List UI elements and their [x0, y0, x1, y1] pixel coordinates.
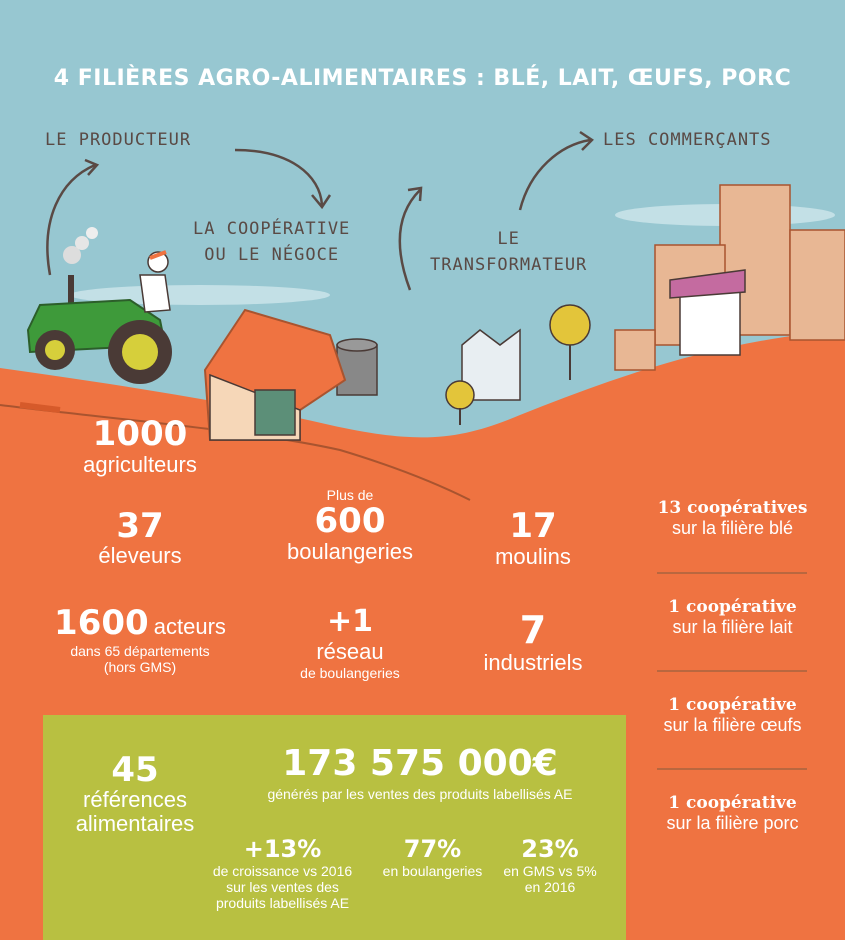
stat-acteurs-label: acteurs [153, 614, 226, 639]
divider [657, 572, 807, 574]
coop-lait-text: sur la filière lait [672, 617, 793, 637]
stat-gms-pct-label1: en GMS vs 5% [503, 863, 597, 879]
stat-growth-label3: produits labellisés AE [215, 895, 350, 911]
stat-references-number: 45 [111, 750, 159, 790]
label-cooperative-line1: LA COOPÉRATIVE [193, 219, 351, 239]
stat-moulins-number: 17 [509, 506, 557, 546]
stat-growth [195, 835, 370, 911]
label-transformateur-line2: TRANSFORMATEUR [430, 255, 588, 275]
stat-boulangeries-pct-number: 77% [403, 835, 462, 863]
coop-ble-count: 13 coopératives [657, 498, 808, 518]
stat-eleveurs-number: 37 [116, 506, 164, 546]
divider [657, 768, 807, 770]
stat-references-label2: alimentaires [75, 811, 195, 836]
stat-acteurs-sub1: dans 65 départements [70, 643, 210, 659]
stat-reseau-number: +1 [326, 604, 373, 639]
label-cooperative-line2: OU LE NÉGOCE [204, 245, 340, 265]
arrow-cooperative [235, 150, 322, 205]
stat-ca-label: générés par les ventes des produits labellisés AE [267, 786, 573, 802]
stat-reseau [260, 605, 440, 681]
stat-boulangeries-pre: Plus de [326, 487, 374, 503]
label-commercants: LES COMMERÇANTS [603, 130, 772, 150]
coop-ble-text: sur la filière blé [671, 518, 794, 538]
stat-eleveurs [40, 508, 240, 568]
stat-agriculteurs-number: 1000 [92, 414, 188, 454]
stat-industriels-label: industriels [483, 650, 583, 675]
stat-acteurs-number: 1600 [54, 603, 149, 643]
stat-boulangeries-number: 600 [314, 501, 386, 541]
stat-moulins-label: moulins [495, 544, 571, 569]
stat-ca-number: 173 575 000€ [282, 743, 558, 784]
page-title: 4 FILIÈRES AGRO-ALIMENTAIRES : BLÉ, LAIT, ŒUFS, PORC [53, 66, 792, 91]
stat-boulangeries-label: boulangeries [287, 539, 413, 564]
stat-growth-label1: de croissance vs 2016 [212, 863, 353, 879]
stat-industriels-number: 7 [519, 608, 547, 652]
coop-oeufs-count: 1 coopérative [668, 695, 797, 715]
stat-agriculteurs-label: agriculteurs [83, 452, 197, 477]
stat-acteurs [20, 603, 260, 675]
stat-boulangeries-pct-label: en boulangeries [382, 863, 483, 879]
stat-reseau-label: réseau [316, 639, 384, 664]
stat-eleveurs-label: éleveurs [98, 543, 182, 568]
stat-references [55, 752, 215, 836]
arrow-transformateur [400, 190, 420, 290]
coop-item-oeufs [645, 695, 820, 736]
coop-lait-count: 1 coopérative [668, 597, 797, 617]
coop-oeufs-text: sur la filière œufs [663, 715, 802, 735]
stat-ca [230, 742, 610, 802]
stat-boulangeries-pct [370, 835, 495, 879]
label-producteur: LE PRODUCTEUR [45, 130, 192, 150]
stat-references-label1: références [83, 787, 187, 812]
stat-reseau-sub: de boulangeries [300, 665, 400, 681]
stat-moulins [463, 508, 603, 570]
stat-boulangeries [260, 487, 440, 565]
stat-gms-pct-label2: en 2016 [524, 879, 576, 895]
coop-porc-text: sur la filière porc [666, 813, 799, 833]
label-cooperative [193, 216, 350, 268]
label-transformateur [430, 226, 587, 278]
coop-item-lait [645, 597, 820, 638]
tractor [28, 227, 172, 384]
stat-growth-number: +13% [243, 835, 322, 863]
stat-gms-pct [495, 835, 605, 895]
coop-porc-count: 1 coopérative [668, 793, 797, 813]
arrow-commercants [520, 140, 590, 210]
label-transformateur-line1: LE [497, 229, 520, 249]
stat-growth-label2: sur les ventes des [226, 879, 339, 895]
coop-item-porc [645, 793, 820, 834]
stat-acteurs-sub2: (hors GMS) [103, 659, 177, 675]
stat-agriculteurs [40, 415, 240, 477]
coop-item-ble [645, 498, 820, 539]
stat-gms-pct-number: 23% [521, 835, 579, 863]
divider [657, 670, 807, 672]
stat-industriels [453, 610, 613, 676]
